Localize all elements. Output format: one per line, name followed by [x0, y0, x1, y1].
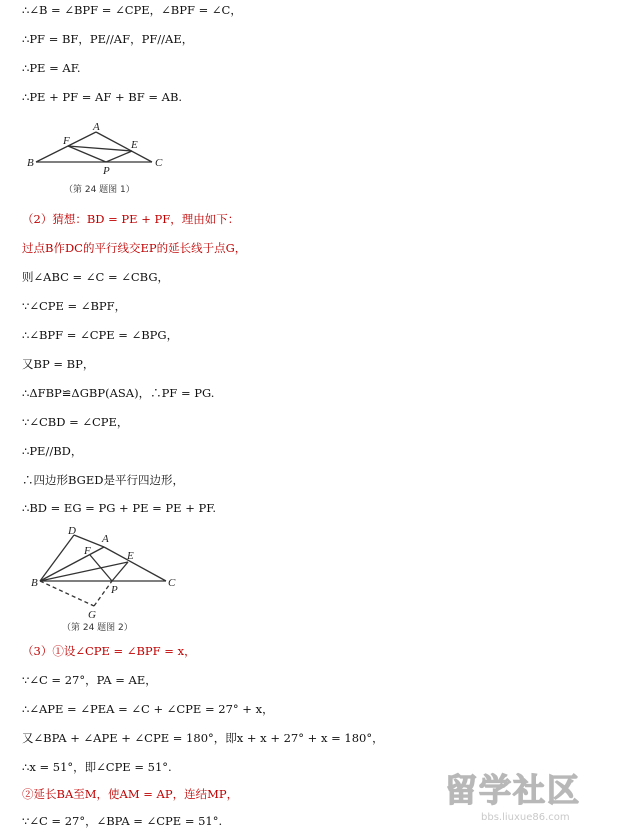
label-d: D: [68, 526, 76, 537]
figure-2: [28, 526, 188, 636]
segment-ba: [40, 547, 104, 581]
text-line: 过点B作DC的平行线交EP的延长线于点G，: [22, 241, 247, 255]
text-line: ∴∠APE = ∠PEA = ∠C + ∠CPE = 27° + x，: [22, 702, 274, 716]
label-p: P: [111, 584, 118, 596]
label-e: E: [131, 139, 138, 151]
text-line: ∵∠C = 27°，∠BPA = ∠CPE = 51°.: [22, 814, 223, 828]
label-p: P: [103, 165, 110, 177]
site-watermark: [441, 765, 616, 825]
text-line: 又BP = BP，: [22, 357, 95, 371]
segment-bg: [40, 581, 94, 606]
text-line: ∴∠BPF = ∠CPE = ∠BPG，: [22, 328, 179, 342]
text-line: ∵∠C = 27°，PA = AE，: [22, 673, 157, 687]
text-line: ∴PE = AF.: [22, 61, 81, 75]
text-line: ∴PE + PF = AF + BF = AB.: [22, 90, 183, 104]
segment-ac: [104, 547, 166, 581]
text-line: 又∠BPA + ∠APE + ∠CPE = 180°，即x + x + 27° + x = 180°，: [22, 731, 384, 745]
text-line: （3）①设∠CPE = ∠BPF = x，: [22, 644, 196, 658]
label-f: F: [84, 545, 91, 557]
text-line: ∴PE//BD，: [22, 444, 83, 458]
text-line: ∵∠CPE = ∠BPF，: [22, 299, 127, 313]
label-c: C: [155, 157, 163, 169]
segment-ac: [96, 132, 152, 162]
label-b: B: [27, 157, 34, 169]
label-b: B: [31, 577, 38, 589]
label-a: A: [93, 121, 100, 133]
text-line: ∴BD = EG = PG + PE = PE + PF.: [22, 501, 217, 515]
label-f: F: [63, 135, 70, 147]
segment-fp: [90, 555, 112, 581]
text-line: ∴∠B = ∠BPF = ∠CPE，∠BPF = ∠C，: [22, 3, 242, 17]
text-line: ∴四边形BGED是平行四边形，: [22, 473, 184, 487]
segment-pe: [106, 151, 132, 162]
text-line: 则∠ABC = ∠C = ∠CBG，: [22, 270, 170, 284]
label-c: C: [168, 577, 176, 589]
figure-2-caption: （第 24 题图 2）: [62, 623, 133, 633]
text-line: ∴x = 51°，即∠CPE = 51°.: [22, 760, 172, 774]
text-line: ②延长BA至M，使AM = AP，连结MP，: [22, 787, 239, 801]
figure-2-diagram: [28, 526, 188, 636]
watermark-url: bbs.liuxue86.com: [481, 812, 570, 823]
segment-gp: [94, 581, 112, 606]
figure-1-diagram: [24, 120, 174, 200]
label-g: G: [88, 609, 96, 621]
label-e: E: [127, 550, 134, 562]
figure-1-caption: （第 24 题图 1）: [64, 185, 135, 195]
figure-1: [24, 120, 174, 200]
text-line: ∴PF = BF，PE//AF，PF//AE，: [22, 32, 194, 46]
text-line: ∴ΔFBP≌ΔGBP(ASA)，∴PF = PG.: [22, 386, 215, 400]
text-line: ∵∠CBD = ∠CPE，: [22, 415, 129, 429]
text-line: （2）猜想：BD = PE + PF，理由如下：: [22, 212, 240, 226]
label-a: A: [102, 533, 109, 545]
watermark-title: 留学社区: [445, 771, 582, 809]
